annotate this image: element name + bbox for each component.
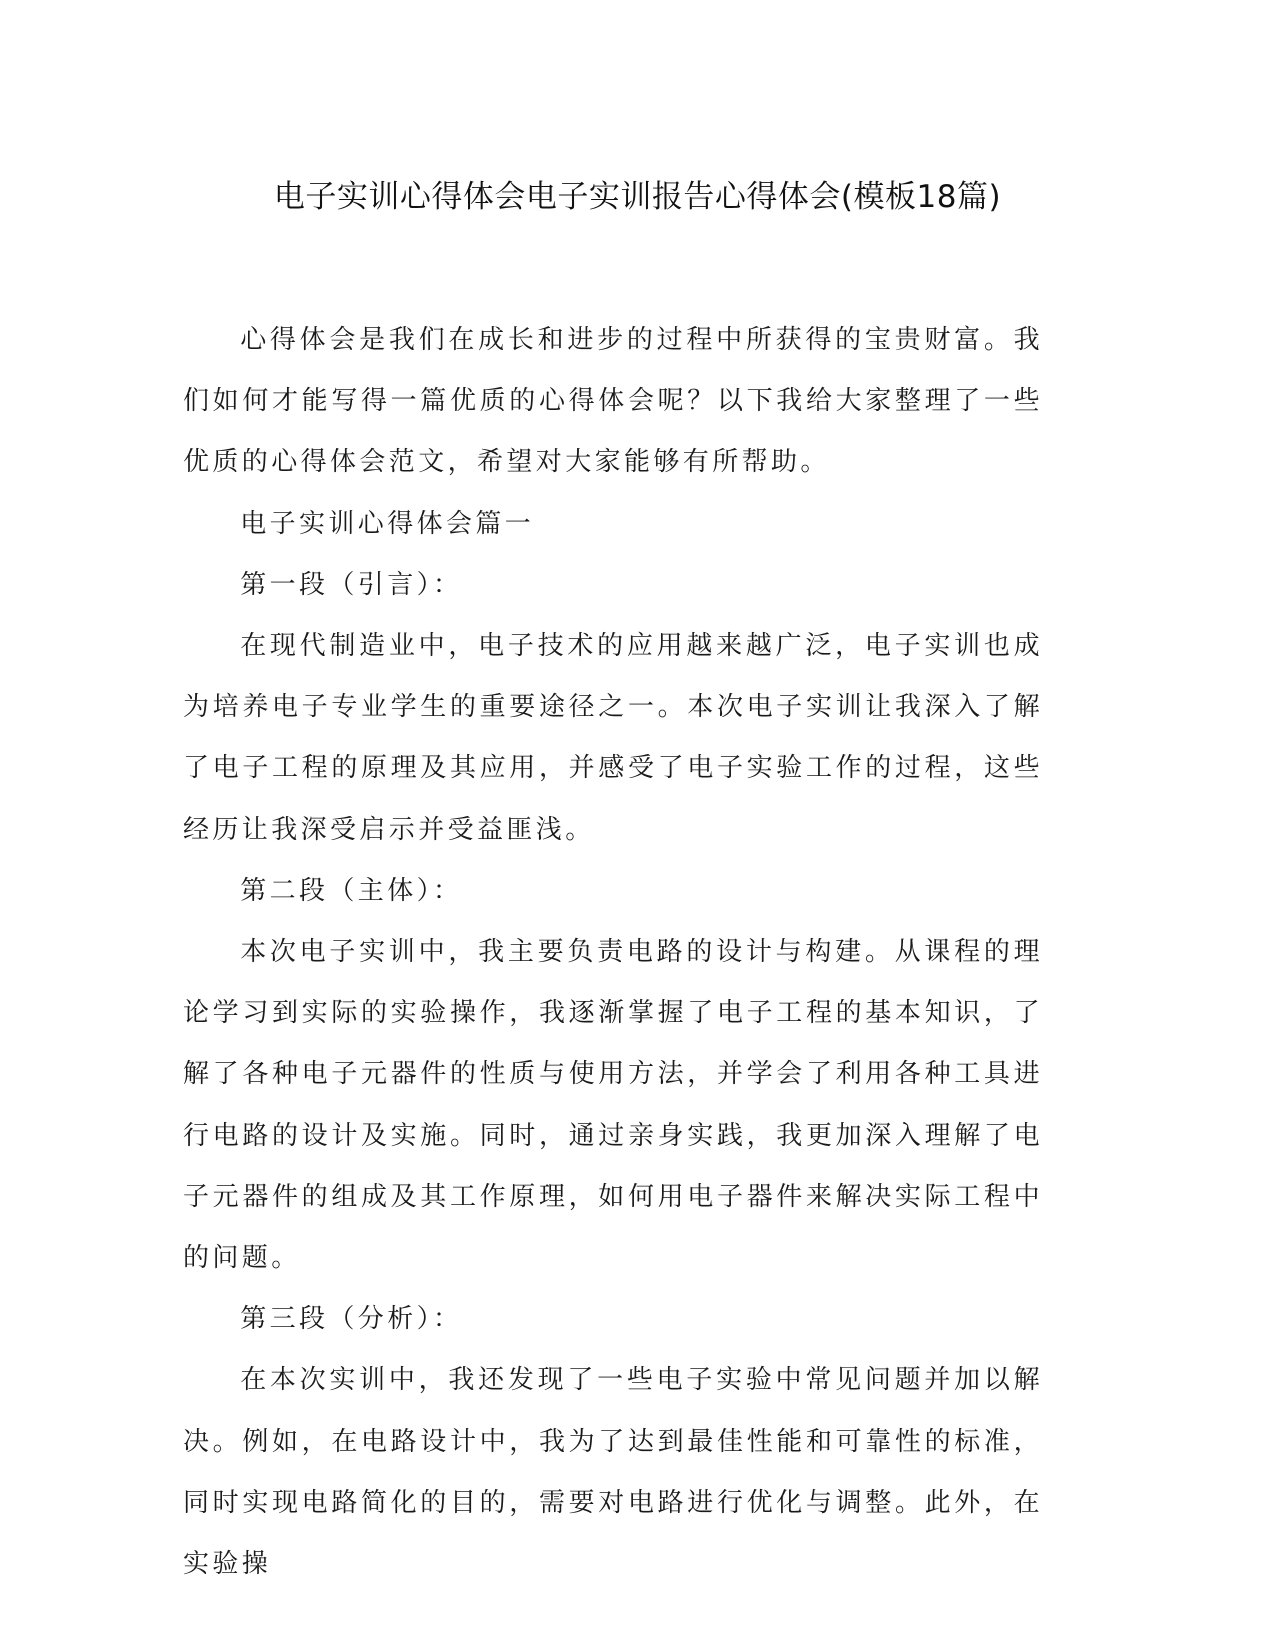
- subheading-analysis: 第三段（分析）：: [240, 1304, 463, 1335]
- document-title: 电子实训心得体会电子实训报告心得体会(模板18篇): [273, 179, 1002, 215]
- document-body: [183, 310, 1043, 1595]
- subheading-main: 第二段（主体）：: [240, 875, 463, 906]
- intro-paragraph: 心得体会是我们在成长和进步的过程中所获得的宝贵财富。我们如何才能写得一篇优质的心得体会呢？以下我给大家整理了一些优质的心得体会范文，希望对大家能够有所帮助。: [183, 325, 1043, 478]
- body-paragraph: 在本次实训中，我还发现了一些电子实验中常见问题并加以解决。例如，在电路设计中，我为了达到最佳性能和可靠性的标准，同时实现电路简化的目的，需要对电路进行优化与调整。此外，在实验操: [183, 1365, 1043, 1580]
- subheading-intro: 第一段（引言）：: [240, 569, 463, 600]
- body-paragraph: 在现代制造业中，电子技术的应用越来越广泛，电子实训也成为培养电子专业学生的重要途径之一。本次电子实训让我深入了解了电子工程的原理及其应用，并感受了电子实验工作的过程，这些经历让我深受启示并受益匪浅。: [183, 631, 1043, 845]
- body-paragraph: 本次电子实训中，我主要负责电路的设计与构建。从课程的理论学习到实际的实验操作，我逐渐掌握了电子工程的基本知识，了解了各种电子元器件的性质与使用方法，并学会了利用各种工具进行电路的设计及实施。同时，通过亲身实践，我更加深入理解了电子元器件的组成及其工作原理，如何用电子器件来解决实际工程中的问题。: [183, 937, 1043, 1274]
- section-heading-part-one: 电子实训心得体会篇一: [240, 508, 535, 539]
